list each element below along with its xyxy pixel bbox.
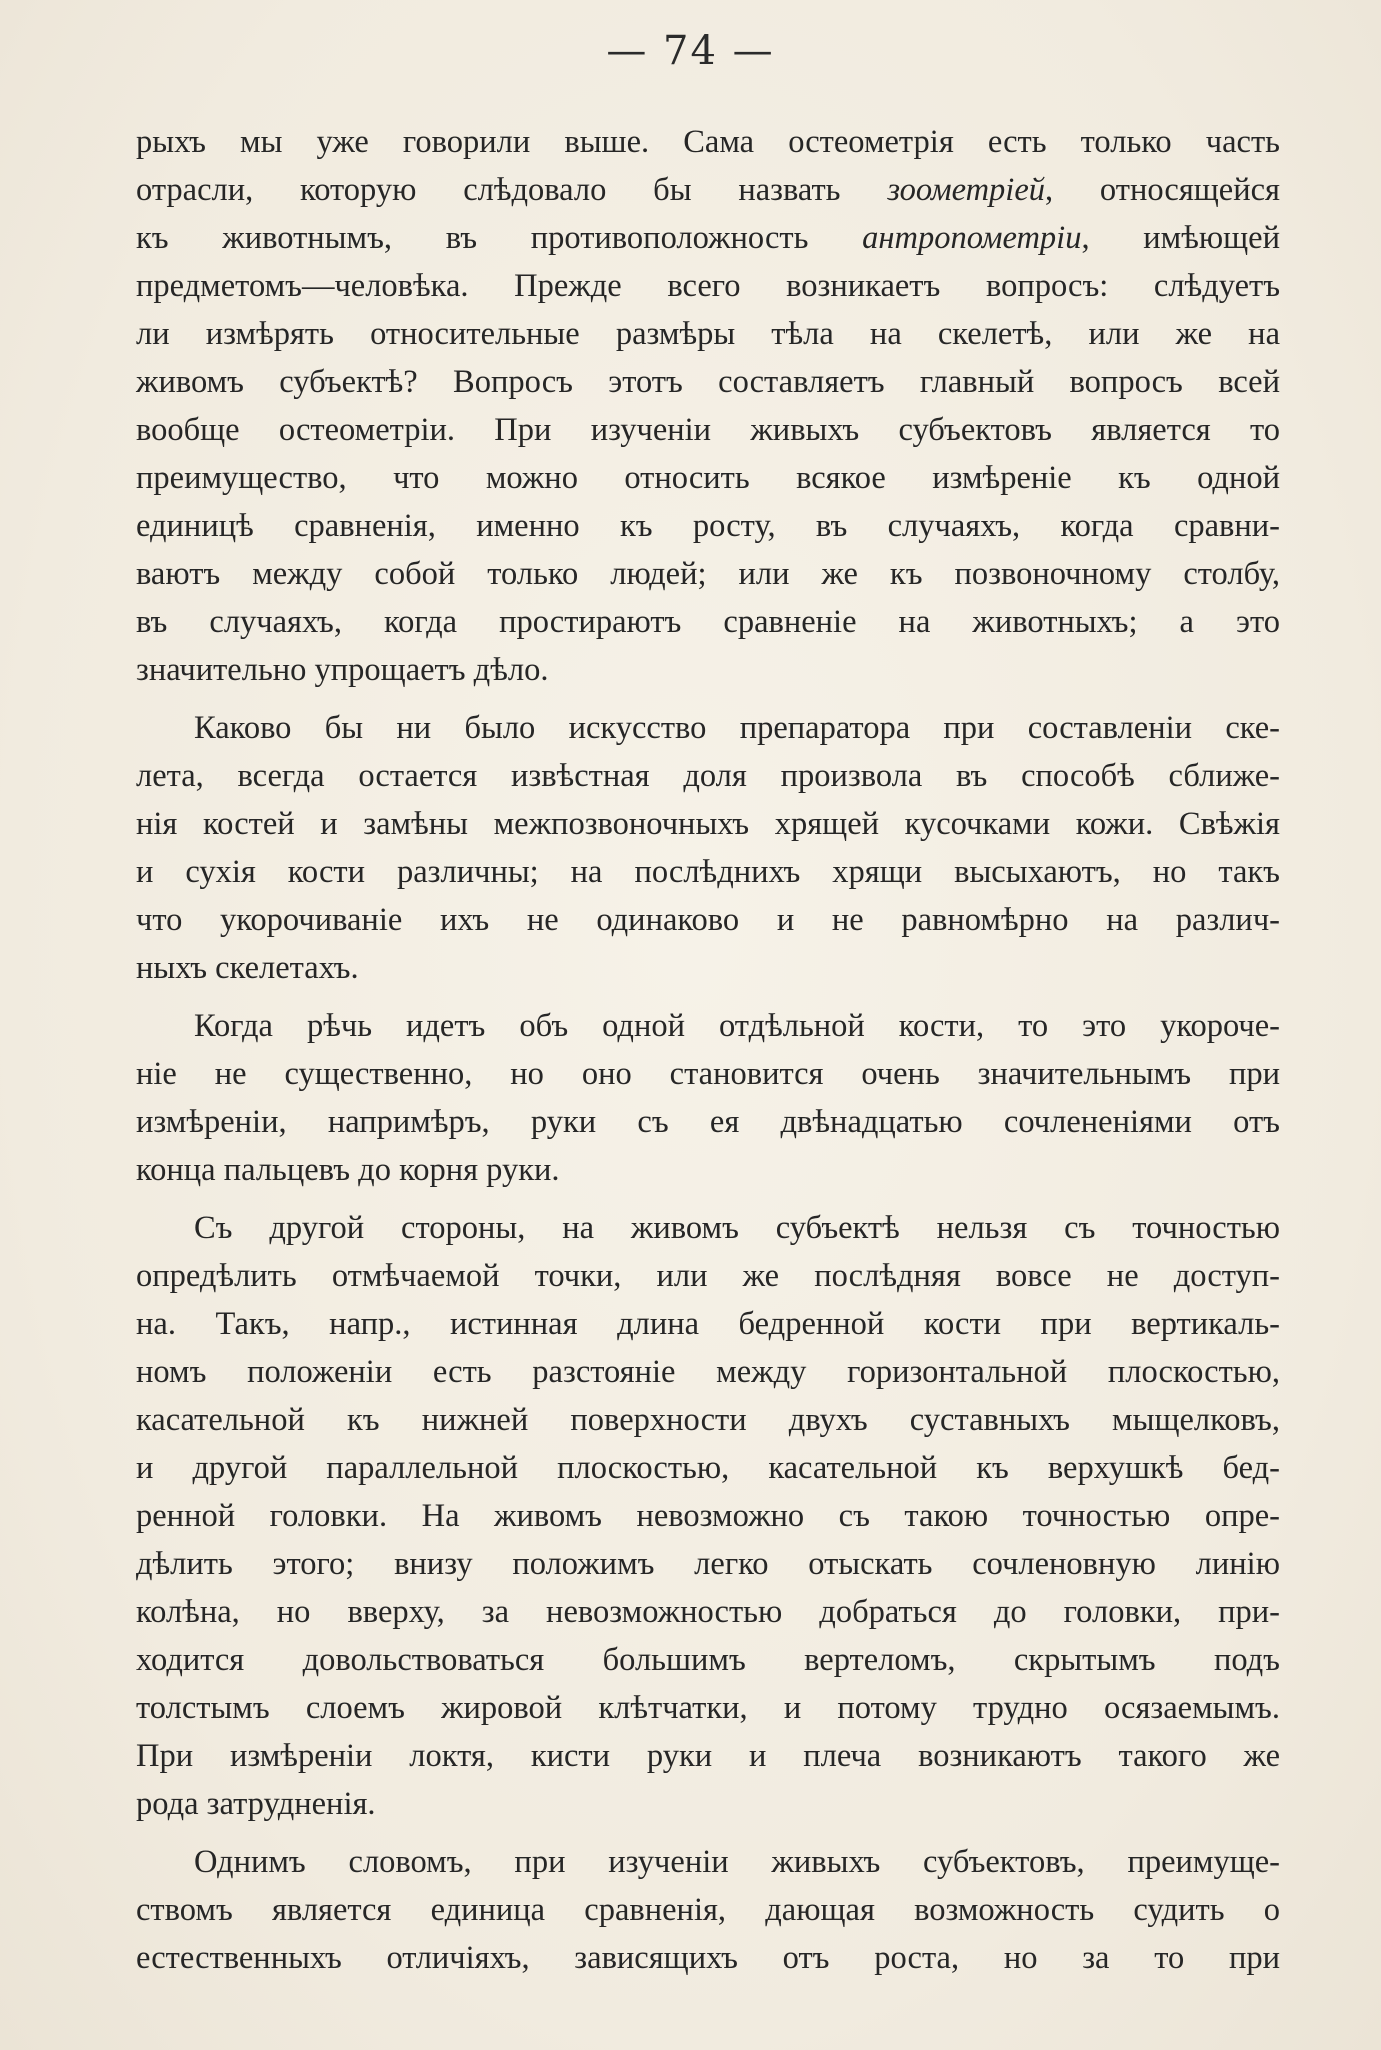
text-line (136, 1540, 1280, 1588)
text-line (136, 1444, 1280, 1492)
text-line (136, 214, 1280, 262)
text-line (136, 704, 1280, 752)
text-run: ваютъ между собой только людей; или же къ позвоночному столбу, (136, 556, 1280, 592)
text-line (136, 1492, 1280, 1540)
text-run: единицѣ сравненія, именно къ росту, въ случаяхъ, когда сравни- (136, 508, 1280, 544)
text-line (136, 118, 1280, 166)
paragraph (136, 118, 1280, 694)
paragraph (136, 1204, 1280, 1828)
italic-term: антропометріи (862, 220, 1082, 256)
text-line (136, 1886, 1280, 1934)
text-run: ствомъ является единица сравненія, дающая возможность судить о (136, 1892, 1280, 1928)
text-line (136, 1050, 1280, 1098)
text-line (136, 262, 1280, 310)
text-run: ныхъ скелетахъ. (136, 950, 359, 986)
text-line (136, 550, 1280, 598)
text-run: Однимъ словомъ, при изученіи живыхъ субъектовъ, преимуще- (194, 1844, 1280, 1880)
paragraph (136, 1002, 1280, 1194)
text-line (136, 598, 1280, 646)
text-line (136, 1002, 1280, 1050)
text-line (136, 1348, 1280, 1396)
text-line (136, 1146, 1280, 1194)
text-line (136, 1098, 1280, 1146)
text-line (136, 310, 1280, 358)
text-run: Каково бы ни было искусство препаратора при составленіи ске- (194, 710, 1280, 746)
text-line (136, 1780, 1280, 1828)
text-run: лета, всегда остается извѣстная доля произвола въ способѣ сближе- (136, 758, 1280, 794)
text-run: ли измѣрять относительные размѣры тѣла на скелетѣ, или же на (136, 316, 1280, 352)
text-run: и сухія кости различны; на послѣднихъ хрящи высыхаютъ, но такъ (136, 854, 1280, 890)
paragraph (136, 1838, 1280, 1982)
text-line (136, 454, 1280, 502)
text-run: конца пальцевъ до корня руки. (136, 1152, 560, 1188)
text-line (136, 646, 1280, 694)
text-run: отрасли, которую слѣдовало бы назвать (136, 172, 888, 208)
text-run: , относящейся (1045, 172, 1280, 208)
text-line (136, 502, 1280, 550)
text-line (136, 1732, 1280, 1780)
text-line (136, 358, 1280, 406)
text-run: ренной головки. На живомъ невозможно съ такою точностью опре- (136, 1498, 1280, 1534)
text-line (136, 896, 1280, 944)
text-line (136, 1300, 1280, 1348)
text-run: Съ другой стороны, на живомъ субъектѣ нельзя съ точностью (194, 1210, 1280, 1246)
text-run: рода затрудненія. (136, 1786, 376, 1822)
text-run: рыхъ мы уже говорили выше. Сама остеометрія есть только часть (136, 124, 1280, 160)
text-run: естественныхъ отличіяхъ, зависящихъ отъ роста, но за то при (136, 1940, 1280, 1976)
text-line (136, 848, 1280, 896)
text-run: предметомъ—человѣка. Прежде всего возникаетъ вопросъ: слѣдуетъ (136, 268, 1280, 304)
text-run: Когда рѣчь идетъ объ одной отдѣльной кости, то это укороче- (194, 1008, 1280, 1044)
text-run: преимущество, что можно относить всякое измѣреніе къ одной (136, 460, 1280, 496)
text-line (136, 1934, 1280, 1982)
text-run: нія костей и замѣны межпозвоночныхъ хрящей кусочками кожи. Свѣжія (136, 806, 1280, 842)
text-run: , имѣющей (1081, 220, 1281, 256)
text-line (136, 1204, 1280, 1252)
text-line (136, 1684, 1280, 1732)
text-line (136, 1588, 1280, 1636)
text-line (136, 166, 1280, 214)
text-run: дѣлить этого; внизу положимъ легко отыскать сочленовную линію (136, 1546, 1280, 1582)
italic-term: зоометріей (887, 172, 1045, 208)
text-line (136, 1252, 1280, 1300)
text-run: колѣна, но вверху, за невозможностью добраться до головки, при- (136, 1594, 1280, 1630)
text-run: номъ положеніи есть разстояніе между горизонтальной плоскостью, (136, 1354, 1280, 1390)
text-run: и другой параллельной плоскостью, касательной къ верхушкѣ бед- (136, 1450, 1280, 1486)
body-text (136, 118, 1280, 1992)
text-line (136, 1636, 1280, 1684)
text-run: опредѣлить отмѣчаемой точки, или же послѣдняя вовсе не доступ- (136, 1258, 1280, 1294)
page-number: — 74 — (606, 28, 775, 74)
text-line (136, 1838, 1280, 1886)
text-run: къ животнымъ, въ противоположность (136, 220, 863, 256)
text-run: измѣреніи, напримѣръ, руки съ ея двѣнадцатью сочлененіями отъ (136, 1104, 1280, 1140)
text-run: ніе не существенно, но оно становится очень значительнымъ при (136, 1056, 1280, 1092)
text-run: При измѣреніи локтя, кисти руки и плеча возникаютъ такого же (136, 1738, 1280, 1774)
text-run: въ случаяхъ, когда простираютъ сравненіе на животныхъ; а это (136, 604, 1280, 640)
text-line (136, 1396, 1280, 1444)
text-line (136, 406, 1280, 454)
text-run: значительно упрощаетъ дѣло. (136, 652, 549, 688)
text-line (136, 800, 1280, 848)
text-run: живомъ субъектѣ? Вопросъ этотъ составляетъ главный вопросъ всей (136, 364, 1280, 400)
text-run: касательной къ нижней поверхности двухъ суставныхъ мыщелковъ, (136, 1402, 1280, 1438)
text-run: на. Такъ, напр., истинная длина бедренной кости при вертикаль- (136, 1306, 1280, 1342)
text-line (136, 752, 1280, 800)
text-run: что укорочиваніе ихъ не одинаково и не равномѣрно на различ- (136, 902, 1280, 938)
text-run: вообще остеометріи. При изученіи живыхъ субъектовъ является то (136, 412, 1280, 448)
text-line (136, 944, 1280, 992)
text-run: толстымъ слоемъ жировой клѣтчатки, и потому трудно осязаемымъ. (136, 1690, 1280, 1726)
paragraph (136, 704, 1280, 992)
text-run: ходится довольствоваться большимъ вертеломъ, скрытымъ подъ (136, 1642, 1280, 1678)
